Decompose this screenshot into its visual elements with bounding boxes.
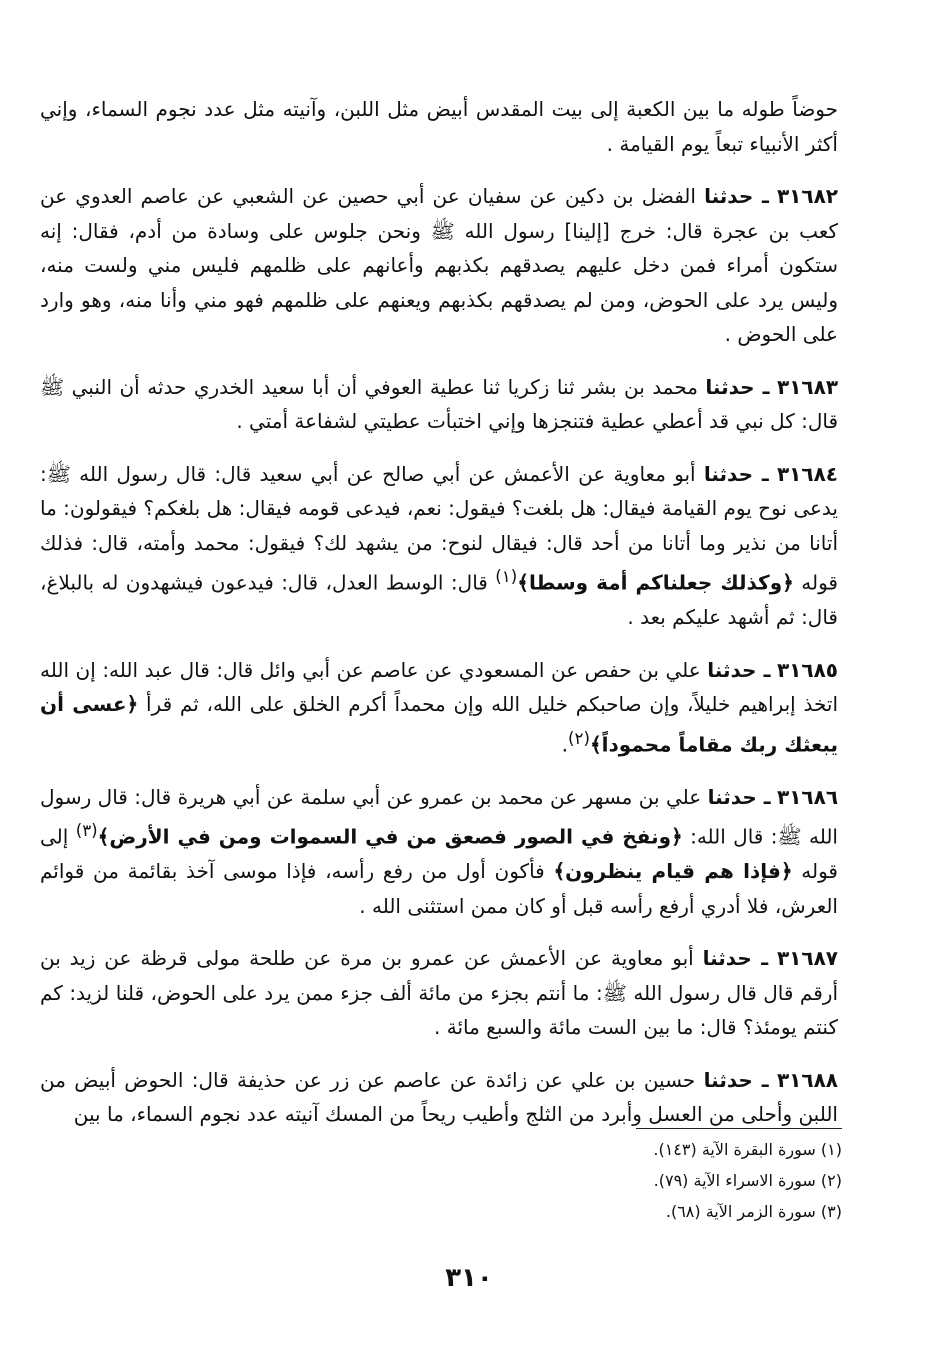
footnotes: [442, 1134, 842, 1227]
hadith-text: الفضل بن دكين عن سفيان عن أبي حصين عن الشعبي عن عاصم العدوي عن كعب بن عجرة قال: خرج [إلينا] رسول الله ﷺ ونحن جلوس على وسادة من أدم، فقال: إنه ستكون أمراء فمن دخل عليهم يصدقهم بكذبهم وأعانهم على ظلمهم فليس مني ولست منه، وليس يرد على الحوض، ومن لم يصدقهم بكذبهم ويعنهم على ظلمهم فهو مني وأنا منه، وهو وارد على الحوض .: [40, 184, 838, 346]
hadith-text: علي بن حفص عن المسعودي عن عاصم عن أبي وائل قال: قال عبد الله: إن الله اتخذ إبراهيم خليلاً، وإن صاحبكم خليل الله وإن محمداً أكرم الخلق على الله، ثم قرأ: [40, 657, 838, 717]
hadith-lead: ـ حدثنا: [707, 657, 771, 682]
hadith-number: ٣١٦٨٢: [776, 184, 839, 208]
hadith-number: ٣١٦٨٦: [776, 784, 839, 809]
hadith-31685: [40, 653, 838, 762]
hadith-lead: ـ حدثنا: [703, 461, 769, 486]
hadith-31687: [40, 941, 838, 1045]
hadith-text: .: [561, 732, 568, 757]
paragraph-text: حوضاً طوله ما بين الكعبة إلى بيت المقدس أبيض مثل اللبن، وآنيته مثل عدد نجوم السماء، وإني أكثر الأنبياء تبعاً يوم القيامة .: [40, 97, 838, 156]
hadith-text: أبو معاوية عن الأعمش عن أبي صالح عن أبي سعيد قال: قال رسول الله ﷺ: يدعى نوح يوم القيامة فيقال: هل بلغت؟ فيقول: نعم، فيدعى قومه فيقال: هل بلغكم؟ فيقولون: ما أتانا من نذير وما أتانا من أحد قال: فيقال لنوح: من يشهد لك؟ فيقول: محمد وأمته، قال: فذلك قوله: [40, 461, 838, 595]
footnote-divider: [636, 1128, 842, 1129]
page-body: [40, 92, 838, 1150]
hadith-lead: ـ حدثنا: [705, 374, 770, 399]
footnote-item: (٢) سورة الاسراء الآية (٧٩).: [653, 1171, 842, 1190]
hadith-31688: [40, 1063, 838, 1132]
hadith-number: ٣١٦٨٧: [776, 946, 839, 971]
hadith-text: حسين بن علي عن زائدة عن عاصم عن زر عن حذيفة قال: الحوض أبيض من اللبن وأحلى من العسل وأبرد من الثلج وأطيب ريحاً من المسك آنيته عدد نجوم السماء، ما بين: [40, 1067, 838, 1127]
hadith-31686: [40, 780, 838, 924]
hadith-text: إلى قوله: [40, 824, 838, 884]
quran-verse: ﴿وكذلك جعلناكم أمة وسطا﴾: [517, 570, 794, 595]
hadith-text: محمد بن بشر ثنا زكريا ثنا عطية العوفي أن أبا سعيد الخدري حدثه أن النبي ﷺ قال: كل نبي قد أعطي عطية فتنجزها وإني اختبأت عطيتي لشفاعة أمتي .: [40, 374, 838, 433]
footnote-item: (٣) سورة الزمر الآية (٦٨).: [665, 1202, 842, 1221]
hadith-number: ٣١٦٨٤: [776, 461, 838, 486]
quran-verse: ﴿عسى أن يبعثك ربك مقاماً محموداً﴾: [40, 692, 838, 757]
footnote-item: (١) سورة البقرة الآية (١٤٣).: [653, 1140, 842, 1159]
hadith-31684: [40, 457, 838, 635]
hadith-text: قال: الوسط العدل، قال: فيدعون فيشهدون له بالبلاغ، قال: ثم أشهد عليكم بعد .: [40, 570, 838, 630]
hadith-lead: ـ حدثنا: [703, 1067, 769, 1092]
hadith-text: علي بن مسهر عن محمد بن عمرو عن أبي سلمة عن أبي هريرة قال: قال رسول الله ﷺ: قال الله:: [40, 784, 838, 849]
hadith-number: ٣١٦٨٣: [776, 374, 839, 399]
hadith-number: ٣١٦٨٨: [776, 1067, 839, 1092]
hadith-text: أبو معاوية عن الأعمش عن عمرو بن مرة عن طلحة مولى قرظة عن زيد بن أرقم قال قال رسول الله ﷺ: ما أنتم بجزء من مائة ألف جزء ممن يرد على الحوض، قلنا لزيد: كم كنتم يومئذ؟ قال: ما بين الست مائة والسبع مائة .: [40, 946, 838, 1040]
hadith-lead: ـ حدثنا: [707, 784, 771, 809]
footnote-marker: (٣): [75, 821, 98, 841]
page-number: ٣١٠: [445, 1263, 493, 1293]
footnote-marker: (٢): [568, 728, 590, 748]
paragraph-continuation: [40, 92, 838, 161]
quran-verse: ﴿فإذا هم قيام ينظرون﴾: [553, 859, 793, 884]
footnote-marker: (١): [495, 567, 518, 586]
hadith-text: فأكون أول من رفع رأسه، فإذا موسى آخذ بقائمة من قوائم العرش، فلا أدري أرفع رأسه قبل أو كان ممن استثنى الله .: [40, 859, 838, 918]
quran-verse: ﴿ونفخ في الصور فصعق من في السموات ومن في الأرض﴾: [97, 824, 683, 849]
hadith-31683: [40, 370, 838, 439]
hadith-31682: [40, 179, 838, 352]
hadith-lead: ـ حدثنا: [702, 946, 769, 971]
hadith-number: ٣١٦٨٥: [776, 657, 839, 682]
hadith-lead: ـ حدثنا: [704, 184, 769, 208]
